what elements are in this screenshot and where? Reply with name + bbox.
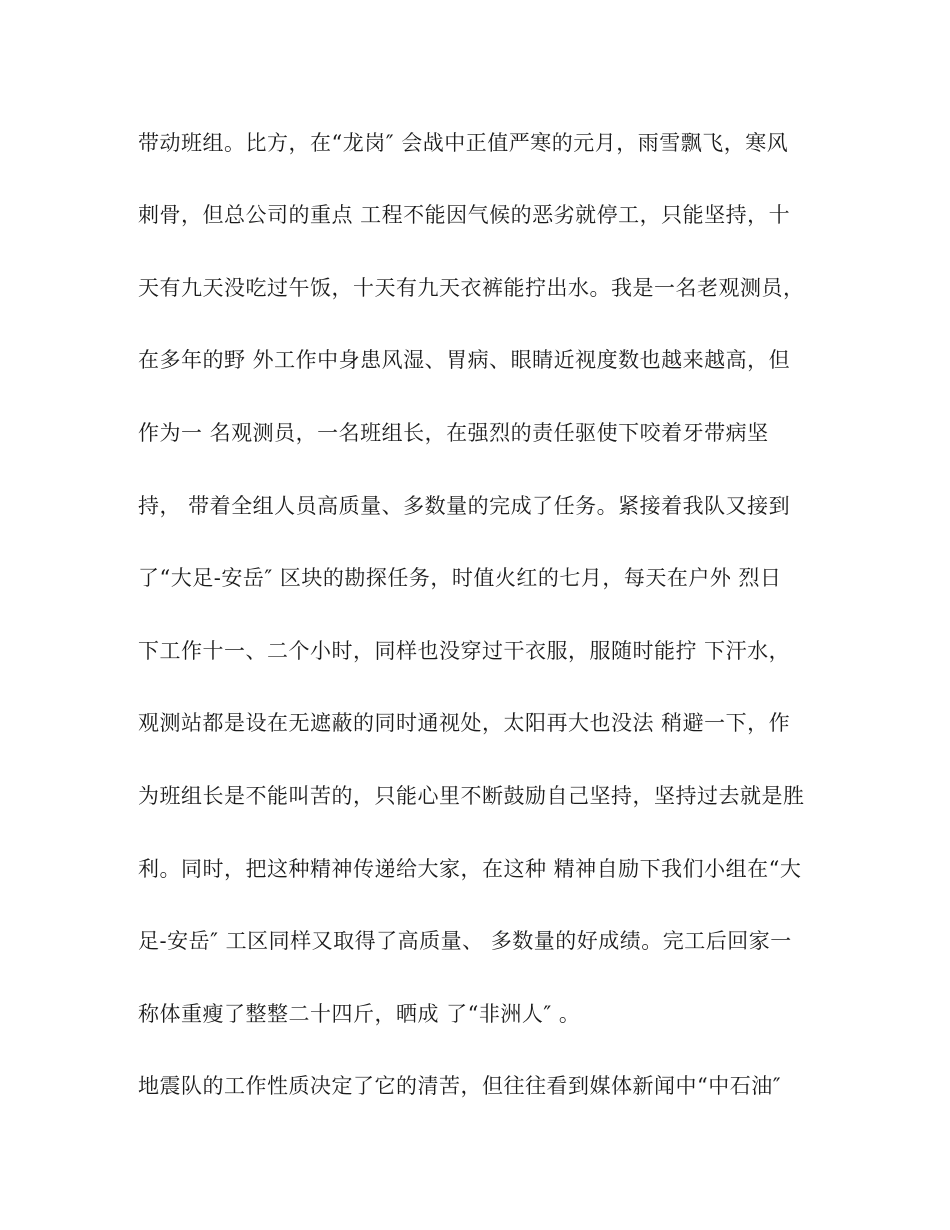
text-line: 称体重瘦了整整二十四斤，晒成 了“非洲人″ 。 — [138, 1002, 581, 1026]
text-line: 持， 带着全组人员高质量、多数量的完成了任务。紧接着我队又接到 — [138, 494, 791, 518]
text-line: 下工作十一、二个小时，同样也没穿过干衣服，服随时能拧 下汗水， — [138, 639, 791, 663]
text-line: 天有九天没吃过午饭，十天有九天衣裤能拧出水。我是一名老观测员， — [138, 276, 805, 300]
text-line: 作为一 名观测员，一名班组长，在强烈的责任驱使下咬着牙带病坚 — [138, 421, 769, 445]
text-line: 带动班组。比方，在“龙岗″ 会战中正值严寒的元月，雨雪飘飞，寒风 — [138, 131, 789, 155]
text-line: 足-安岳″ 工区同样又取得了高质量、 多数量的好成绩。完工后回家一 — [138, 929, 792, 953]
text-line: 为班组长是不能叫苦的，只能心里不断鼓励自己坚持，坚持过去就是胜 — [138, 784, 805, 808]
text-line: 利。同时，把这种精神传递给大家，在这种 精神自励下我们小组在“大 — [138, 857, 802, 881]
text-line: 地震队的工作性质决定了它的清苦，但往往看到媒体新闻中“中石油″ — [138, 1074, 782, 1098]
text-line: 刺骨，但总公司的重点 工程不能因气候的恶劣就停工，只能坚持，十 — [138, 203, 791, 227]
text-line: 了“大足-安岳″ 区块的勘探任务，时值火红的七月，每天在户外 烈日 — [138, 566, 782, 590]
text-line: 观测站都是设在无遮蔽的同时通视处，太阳再大也没法 稍避一下，作 — [138, 711, 791, 735]
text-line: 在多年的野 外工作中身患风湿、胃病、眼睛近视度数也越来越高，但 — [138, 348, 791, 372]
